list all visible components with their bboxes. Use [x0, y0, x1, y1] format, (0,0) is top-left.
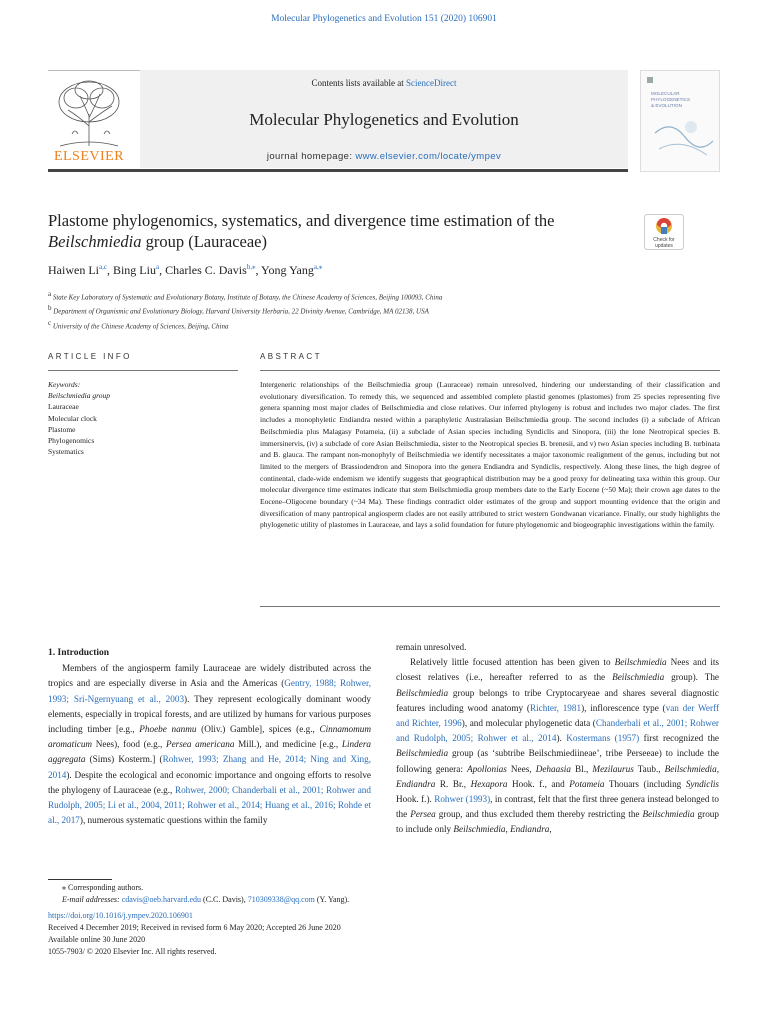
intro-paragraph-1: Members of the angiosperm family Lauraceae are widely distributed across the tropics and are especially diverse in Asia and the Americas (Gentry, 1988; Rohwer, 1993; Sri-Ngernyuang et al., 2003). They represent ecologically dominant woody elements, especially in tropical forests, and are utilized by humans for various purposes including timber [e.g., Phoebe nanmu (Oliv.) Gamble], spices (e.g., Cinnamomum aromaticum Nees), food (e.g., Persea americana Mill.), and medicine [e.g., Lindera aggregata (Sims) Kosterm.] (Rohwer, 1993; Zhang and He, 2014; Ning and Xing, 2014). Despite the ecological and economic importance and ongoing efforts to resolve the phylogeny of Lauraceae (e.g., Rohwer, 2000; Chanderbali et al., 2001; Rohwer and Rudolph, 2005; Li et al., 2004, 2011; Rohwer et al., 2014; Huang et al., 2016; Rohde et al., 2017), numerous systematic questions within the family [48, 663, 372, 826]
email-note: E-mail addresses: cdavis@oeb.harvard.edu (C.C. Davis), 710309338@qq.com (Y. Yang). [62, 895, 350, 904]
abstract-bottom-rule [260, 606, 720, 607]
citation-link[interactable]: Rohwer (1993) [434, 794, 491, 805]
received-dates: Received 4 December 2019; Received in revised form 6 May 2020; Accepted 26 June 2020 [48, 923, 341, 932]
author-list: Haiwen Li$^{a,c}$, Bing Liu$^a$, Charles C. Davis$^{b,⁎}$, Yong Yang$^{a,⁎}$ [48, 263, 323, 277]
keyword-item: Molecular clock [48, 413, 97, 423]
doi-link[interactable]: https://doi.org/10.1016/j.ympev.2020.106901 [48, 911, 193, 920]
journal-title: Molecular Phylogenetics and Evolution [249, 110, 519, 129]
author-affil-mark[interactable]: b,⁎ [246, 263, 256, 271]
affiliation-text: University of the Chinese Academy of Sciences, Beijing, China [52, 321, 229, 330]
keyword-item: Systematics [48, 447, 84, 457]
citation-link[interactable]: Rohwer, 2000; Chanderbali et al., 2001; Rohwer and Rudolph, 2005; Li et al., 2004, 2011; Rohwer et al., 2014; Huang et al., 2016; Rohde et al., 2017 [48, 784, 371, 826]
cover-art-icon [641, 71, 719, 171]
contents-prefix: Contents lists available at [311, 78, 406, 88]
contents-line [140, 78, 628, 88]
homepage-prefix: journal homepage: [266, 151, 356, 162]
abstract-rule [260, 370, 720, 371]
author-affil-mark[interactable]: a,⁎ [313, 263, 323, 271]
elsevier-wordmark[interactable]: ELSEVIER [53, 149, 125, 164]
affiliation-item [48, 303, 708, 317]
crossmark-text-2: updates [655, 243, 673, 249]
author-name[interactable]: Haiwen Li [48, 263, 99, 277]
title-line-1: Plastome phylogenomics, systematics, and divergence time estimation of the [48, 211, 555, 230]
email-link[interactable]: 710309338@qq.com [247, 895, 315, 904]
footnote-rule [48, 879, 112, 880]
affiliations [48, 289, 708, 332]
check-for-updates-icon[interactable] [644, 214, 684, 250]
journal-cover-thumbnail[interactable] [640, 70, 720, 172]
corresponding-note: ⁎ Corresponding authors. [62, 883, 144, 892]
copyright: 1055-7903/ © 2020 Elsevier Inc. All rights reserved. [48, 947, 217, 956]
affiliation-text: State Key Laboratory of Systematic and Evolutionary Botany, Institute of Botany, the Chinese Academy of Sciences, Beijing 100093, China [52, 293, 443, 302]
title-genus: Beilschmiedia [48, 232, 142, 251]
author-name[interactable]: Bing Liu [112, 263, 156, 277]
footnotes [48, 882, 708, 958]
title-line-2: group (Lauraceae) [141, 232, 267, 251]
cover-title-2: PHYLOGENETICS [651, 97, 691, 102]
citation-link[interactable]: Rohwer, 1993; Zhang and He, 2014; Ning and Xing, 2014 [48, 754, 371, 780]
affiliation-mark: b [48, 304, 52, 313]
online-date: Available online 30 June 2020 [48, 935, 146, 944]
header-rule-bottom [48, 169, 628, 172]
citation-link[interactable]: Gentry, 1988; Rohwer, 1993; Sri-Ngernyuang et al., 2003 [48, 678, 371, 704]
citation-link[interactable]: van der Werff and Richter, 1996 [396, 702, 719, 729]
article-info-heading: ARTICLE INFO [48, 352, 132, 361]
citation-link[interactable]: Chanderbali et al., 2001; Rohwer and Rudolph, 2005; Rohwer et al., 2014 [396, 718, 719, 744]
author-name[interactable]: Charles C. Davis [165, 263, 247, 277]
homepage-link[interactable]: www.elsevier.com/locate/ympev [355, 151, 502, 162]
author-affil-mark[interactable]: a [155, 263, 160, 271]
abstract-text: Intergeneric relationships of the Beilschmiedia group (Lauraceae) remain unresolved, hindering our understanding of their classification and evolutionary diversification. To remedy this, we sequenced and assembled complete plastid genomes (plastomes) from 25 species representing five genera spanning most major clades of Beilschmiedia and close relatives. Our inferred phylogeny is robust and includes two major clades. The first includes a monophyletic Endiandra nested within a paraphyletic Australasian Beilschmiedia group. The second includes (i) a subclade of African Beilschmiedia plus Malagasy Potameia, (ii) a subclade of Asian species including Syndiclis and Sinopora, (iii) the lone Neotropical species B. immersinervis, (iv) a subclade of core Asian Beilschmiedia, sister to the Neotropical species B. brenesii, and v) two Asian species including B. turbinata and B. glauca. The rampant non-monophyly of Beilschmiedia we identify necessitates a major taxonomic realignment of the genus, including but not limited to the mergers of Brassiodendron and Sinopora into the genera Endiandra and Syndiclis, respectively. Along these lines, the high degree of continental, clade-wide endemism we identify suggests that geographical distribution may be a good proxy for delineating taxa within this group. Our molecular divergence time estimates indicate that stem Beilschmiedia group members date to the Early Eocene (~50 Ma); their crown age dates to the Eocene–Oligocene boundary (~34 Ma). These findings contradict older estimates of the group and support mounting evidence that the origin and diversification of many pantropical angiosperm clades are not easily attributed to strict western Gondwanan vicariance. Finally, our study highlights the phylogenetic utility of plastomes in Lauraceae, and lays a solid foundation for future phylogenomic and biogeographic investigations within the family. [260, 380, 720, 530]
cover-title-3: & EVOLUTION [651, 103, 682, 108]
affiliation-item [48, 289, 708, 303]
article-info-rule [48, 370, 238, 371]
left-column [48, 646, 371, 828]
affiliation-text: Department of Organismic and Evolutionary Biology, Harvard University Herbaria, 22 Divinity Avenue, Cambridge, MA 02138, USA [53, 307, 429, 316]
keywords-block [48, 379, 228, 457]
sciencedirect-link[interactable]: ScienceDirect [406, 78, 457, 88]
keyword-item: Phylogenomics [48, 436, 95, 446]
affiliation-mark: c [48, 318, 52, 327]
keyword-item: Beilschmiedia group [48, 391, 111, 401]
intro-continuation: remain unresolved. [396, 642, 467, 652]
citation-link[interactable]: Kostermans (1957) [566, 733, 640, 744]
author-affil-mark[interactable]: a,c [98, 263, 107, 271]
journal-citation-link[interactable]: Molecular Phylogenetics and Evolution 151 (2020) 106901 [271, 14, 497, 24]
affiliation-item [48, 318, 708, 332]
abstract-heading: ABSTRACT [260, 352, 322, 361]
introduction-heading: 1. Introduction [48, 648, 110, 658]
crossmark-text-1: Check for [653, 237, 675, 243]
intro-paragraph-2: Relatively little focused attention has been given to Beilschmiedia Nees and its closest relatives (i.e., hereafter referred to as the Beilschmiedia group). The Beilschmiedia group belongs to tribe Cryptocaryeae and shares several diagnostic features including wood anatomy (Richter, 1981), inflorescence type (van der Werff and Richter, 1996), and molecular phylogenetic data (Chanderbali et al., 2001; Rohwer and Rudolph, 2005; Rohwer et al., 2014). Kostermans (1957) first recognized the Beilschmiedia group (as ‘subtribe Beilschmiediineae’, tribe Perseeae) to include the following genera: Apollonias Nees, Dehaasia Bl., Mezilaurus Taub., Beilschmiedia, Endiandra R. Br., Hexapora Hook. f., and Potameia Thouars (including Syndiclis Hook. f.). Rohwer (1993), in contrast, felt that the first three genera instead belonged to the Persea group, and thus excluded them thereby restricting the Beilschmiedia group to include only Beilschmiedia, Endiandra, [396, 657, 720, 835]
journal-homepage [140, 151, 628, 162]
keyword-item: Lauraceae [48, 402, 79, 412]
keyword-item: Plastome [48, 424, 76, 434]
citation-link[interactable]: Richter, 1981 [529, 702, 582, 713]
right-column [396, 640, 719, 838]
email-link[interactable]: cdavis@oeb.harvard.edu [121, 895, 202, 904]
author-name[interactable]: Yong Yang [261, 263, 314, 277]
article-title [48, 210, 638, 252]
cover-title-1: MOLECULAR [651, 91, 680, 96]
keywords-label: Keywords: [48, 380, 81, 389]
affiliation-mark: a [48, 290, 52, 298]
